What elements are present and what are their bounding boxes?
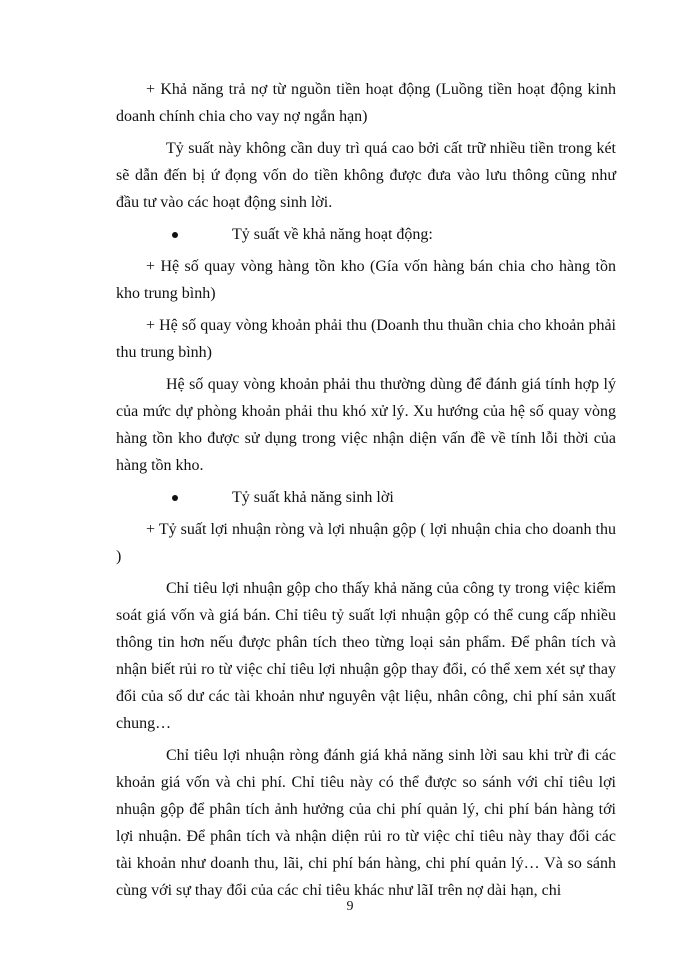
paragraph-ratio-note: Tỷ suất này không cần duy trì quá cao bởi cất trữ nhiều tiền trong két sẽ dẫn đến bị ứ đọng vốn do tiền không được đưa vào lưu thông cũng như đầu tư vào các hoạt động sinh lời.	[116, 140, 616, 211]
paragraph-net-profit: Chỉ tiêu lợi nhuận ròng đánh giá khả năng sinh lời sau khi trừ đi các khoản giá vốn và chi phí. Chỉ tiêu này có thể được so sánh với chỉ tiêu lợi nhuận gộp để phân tích ảnh hưởng của chi phí quản lý, chi phí bán hàng tới lợi nhuận. Để phân tích và nhận diện rủi ro từ việc chỉ tiêu này thay đổi các tài khoản như doanh thu, lãi, chi phí bán hàng, chi phí quản lý… Và so sánh cùng với sự thay đổi của các chỉ tiêu khác như lãI trên nợ dài hạn, chi	[116, 747, 616, 899]
document-body	[116, 76, 616, 909]
bullet-icon	[116, 484, 232, 511]
paragraph-profit-margin: + Tỷ suất lợi nhuận ròng và lợi nhuận gộp ( lợi nhuận chia cho doanh thu )	[116, 521, 616, 565]
bullet-profitability	[116, 484, 616, 511]
page-number: 9	[346, 899, 354, 914]
paragraph-turnover-explanation: Hệ số quay vòng khoản phải thu thường dùng để đánh giá tính hợp lý của mức dự phòng khoản phải thu khó xử lý. Xu hướng của hệ số quay vòng hàng tồn kho được sử dụng trong việc nhận diện vấn đề về tính lỗi thời của hàng tồn kho.	[116, 376, 616, 474]
paragraph-debt-repayment: + Khả năng trả nợ từ nguồn tiền hoạt động (Luồng tiền hoạt động kinh doanh chính chia cho vay nợ ngắn hạn)	[116, 81, 616, 125]
bullet-icon	[116, 221, 232, 248]
bullet-activity-ratios	[116, 221, 616, 248]
paragraph-receivable-turnover: + Hệ số quay vòng khoản phải thu (Doanh thu thuần chia cho khoản phải thu trung bình)	[116, 317, 616, 361]
paragraph-inventory-turnover: + Hệ số quay vòng hàng tồn kho (Gía vốn hàng bán chia cho hàng tồn kho trung bình)	[116, 258, 616, 302]
bullet-text: Tỷ suất về khả năng hoạt động:	[232, 226, 433, 243]
paragraph-gross-profit: Chỉ tiêu lợi nhuận gộp cho thấy khả năng của công ty trong việc kiểm soát giá vốn và giá bán. Chỉ tiêu tỷ suất lợi nhuận gộp có thể cung cấp nhiều thông tin hơn nếu được phân tích theo từng loại sản phẩm. Để phân tích và nhận biết rủi ro từ việc chỉ tiêu lợi nhuận gộp thay đổi, có thể xem xét sự thay đổi của số dư các tài khoản như nguyên vật liệu, nhân công, chi phí sản xuất chung…	[116, 580, 616, 732]
bullet-text: Tỷ suất khả năng sinh lời	[232, 489, 394, 506]
